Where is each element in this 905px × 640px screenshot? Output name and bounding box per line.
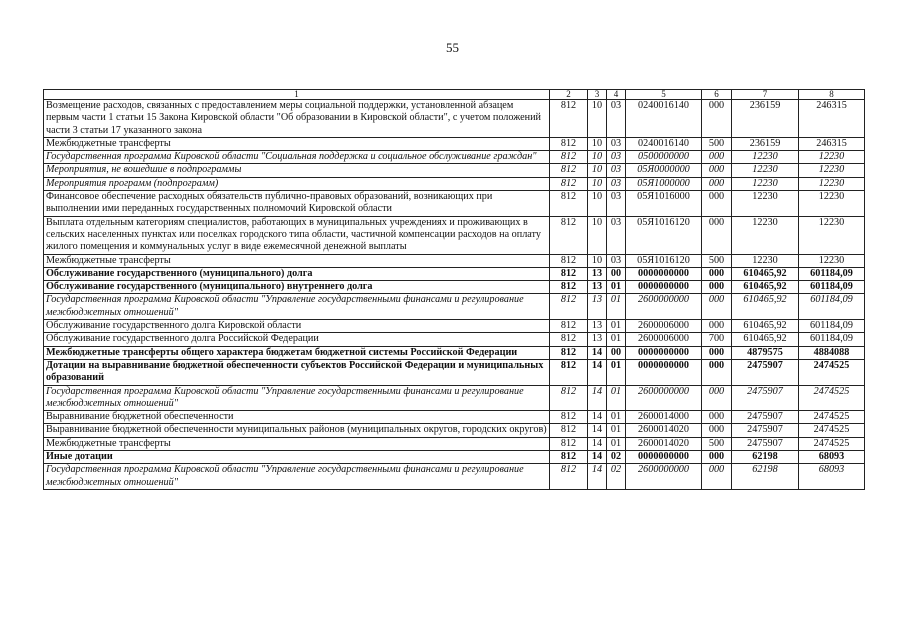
row-target-article: 2600006000 — [626, 320, 702, 333]
row-target-article: 0240016140 — [626, 100, 702, 138]
row-description: Дотации на выравнивание бюджетной обеспеченности субъектов Российской Федерации и муниципальных образований — [44, 359, 550, 385]
row-description: Мероприятия, не вошедшие в подпрограммы — [44, 164, 550, 177]
row-admin-code: 812 — [550, 320, 588, 333]
row-amount-year1: 236159 — [732, 100, 799, 138]
row-admin-code: 812 — [550, 164, 588, 177]
row-expense-type: 500 — [702, 137, 732, 150]
header-cell: 5 — [626, 90, 702, 100]
row-description: Межбюджетные трансферты общего характера бюджетам бюджетной системы Российской Федерации — [44, 346, 550, 359]
row-admin-code: 812 — [550, 177, 588, 190]
row-target-article: 2600014020 — [626, 437, 702, 450]
row-subsection: 01 — [607, 333, 626, 346]
row-amount-year1: 62198 — [732, 464, 799, 490]
row-subsection: 00 — [607, 267, 626, 280]
row-amount-year1: 12230 — [732, 177, 799, 190]
row-section: 14 — [588, 424, 607, 437]
row-expense-type: 000 — [702, 164, 732, 177]
table-row — [44, 137, 865, 150]
row-expense-type: 700 — [702, 333, 732, 346]
header-cell: 1 — [44, 90, 550, 100]
row-subsection: 02 — [607, 451, 626, 464]
row-amount-year2: 12230 — [799, 151, 865, 164]
row-target-article: 2600000000 — [626, 294, 702, 320]
row-amount-year2: 12230 — [799, 216, 865, 254]
table-row — [44, 151, 865, 164]
row-amount-year1: 2475907 — [732, 437, 799, 450]
row-section: 10 — [588, 191, 607, 217]
row-subsection: 01 — [607, 281, 626, 294]
row-amount-year2: 12230 — [799, 191, 865, 217]
row-target-article: 05Я1000000 — [626, 177, 702, 190]
header-cell: 6 — [702, 90, 732, 100]
row-description: Межбюджетные трансферты — [44, 437, 550, 450]
header-cell: 7 — [732, 90, 799, 100]
row-amount-year2: 68093 — [799, 464, 865, 490]
row-subsection: 01 — [607, 385, 626, 411]
row-amount-year2: 2474525 — [799, 411, 865, 424]
row-target-article: 2600000000 — [626, 385, 702, 411]
row-amount-year1: 12230 — [732, 164, 799, 177]
row-target-article: 2600000000 — [626, 464, 702, 490]
row-description: Межбюджетные трансферты — [44, 137, 550, 150]
row-subsection: 01 — [607, 424, 626, 437]
header-cell: 4 — [607, 90, 626, 100]
table-row — [44, 451, 865, 464]
table-row — [44, 216, 865, 254]
row-amount-year2: 601184,09 — [799, 294, 865, 320]
table-row — [44, 254, 865, 267]
row-section: 13 — [588, 320, 607, 333]
row-expense-type: 500 — [702, 437, 732, 450]
row-admin-code: 812 — [550, 437, 588, 450]
row-amount-year2: 246315 — [799, 100, 865, 138]
row-admin-code: 812 — [550, 294, 588, 320]
row-amount-year1: 12230 — [732, 151, 799, 164]
header-cell: 8 — [799, 90, 865, 100]
row-expense-type: 000 — [702, 267, 732, 280]
row-section: 10 — [588, 216, 607, 254]
row-target-article: 0500000000 — [626, 151, 702, 164]
table-body — [44, 100, 865, 490]
table-row — [44, 424, 865, 437]
row-admin-code: 812 — [550, 385, 588, 411]
row-section: 10 — [588, 177, 607, 190]
row-section: 13 — [588, 333, 607, 346]
row-subsection: 03 — [607, 216, 626, 254]
row-section: 14 — [588, 451, 607, 464]
row-target-article: 0000000000 — [626, 346, 702, 359]
row-amount-year2: 12230 — [799, 254, 865, 267]
row-target-article: 2600014020 — [626, 424, 702, 437]
row-amount-year2: 2474525 — [799, 437, 865, 450]
row-amount-year2: 601184,09 — [799, 267, 865, 280]
row-target-article: 0000000000 — [626, 359, 702, 385]
row-description: Обслуживание государственного (муниципального) внутреннего долга — [44, 281, 550, 294]
row-expense-type: 000 — [702, 281, 732, 294]
row-amount-year2: 2474525 — [799, 359, 865, 385]
table-row — [44, 346, 865, 359]
row-expense-type: 000 — [702, 424, 732, 437]
row-section: 13 — [588, 294, 607, 320]
row-target-article: 0240016140 — [626, 137, 702, 150]
row-subsection: 03 — [607, 191, 626, 217]
row-amount-year1: 4879575 — [732, 346, 799, 359]
row-target-article: 05Я1016120 — [626, 254, 702, 267]
row-amount-year2: 4884088 — [799, 346, 865, 359]
row-admin-code: 812 — [550, 100, 588, 138]
row-amount-year1: 62198 — [732, 451, 799, 464]
row-subsection: 00 — [607, 346, 626, 359]
row-subsection: 02 — [607, 464, 626, 490]
table-row — [44, 333, 865, 346]
row-amount-year1: 12230 — [732, 254, 799, 267]
row-target-article: 0000000000 — [626, 267, 702, 280]
row-admin-code: 812 — [550, 359, 588, 385]
row-subsection: 03 — [607, 137, 626, 150]
row-subsection: 01 — [607, 294, 626, 320]
row-amount-year1: 236159 — [732, 137, 799, 150]
table-row — [44, 411, 865, 424]
row-subsection: 01 — [607, 437, 626, 450]
row-description: Выравнивание бюджетной обеспеченности — [44, 411, 550, 424]
row-admin-code: 812 — [550, 411, 588, 424]
row-section: 14 — [588, 359, 607, 385]
table-row — [44, 191, 865, 217]
row-description: Выравнивание бюджетной обеспеченности муниципальных районов (муниципальных округов, городских округов) — [44, 424, 550, 437]
row-section: 14 — [588, 437, 607, 450]
row-amount-year1: 12230 — [732, 216, 799, 254]
row-expense-type: 000 — [702, 216, 732, 254]
budget-table — [43, 89, 865, 490]
row-subsection: 01 — [607, 320, 626, 333]
table-header-row — [44, 90, 865, 100]
row-target-article: 05Я1016120 — [626, 216, 702, 254]
row-amount-year2: 12230 — [799, 164, 865, 177]
row-amount-year1: 12230 — [732, 191, 799, 217]
row-admin-code: 812 — [550, 267, 588, 280]
row-amount-year2: 12230 — [799, 177, 865, 190]
row-target-article: 0000000000 — [626, 451, 702, 464]
row-subsection: 03 — [607, 254, 626, 267]
header-cell: 2 — [550, 90, 588, 100]
row-subsection: 03 — [607, 151, 626, 164]
row-target-article: 2600014000 — [626, 411, 702, 424]
row-admin-code: 812 — [550, 451, 588, 464]
row-section: 10 — [588, 164, 607, 177]
row-subsection: 03 — [607, 177, 626, 190]
row-admin-code: 812 — [550, 151, 588, 164]
row-expense-type: 000 — [702, 191, 732, 217]
row-amount-year1: 2475907 — [732, 385, 799, 411]
row-section: 14 — [588, 411, 607, 424]
table-row — [44, 177, 865, 190]
row-description: Иные дотации — [44, 451, 550, 464]
row-amount-year2: 2474525 — [799, 385, 865, 411]
row-amount-year2: 68093 — [799, 451, 865, 464]
row-description: Государственная программа Кировской области "Управление государственными финансами и регулирование межбюджетных отношений" — [44, 294, 550, 320]
row-description: Межбюджетные трансферты — [44, 254, 550, 267]
row-subsection: 03 — [607, 164, 626, 177]
row-amount-year2: 2474525 — [799, 424, 865, 437]
row-amount-year1: 610465,92 — [732, 267, 799, 280]
row-description: Государственная программа Кировской области "Управление государственными финансами и регулирование межбюджетных отношений" — [44, 385, 550, 411]
row-description: Выплата отдельным категориям специалистов, работающих в муниципальных учреждениях и проживающих в сельских населенных пунктах или поселках городского типа области, частичной компенсации расходов на оплату жилого помещения и коммунальных услуг в виде ежемесячной денежной выплаты — [44, 216, 550, 254]
row-description: Государственная программа Кировской области "Управление государственными финансами и регулирование межбюджетных отношений" — [44, 464, 550, 490]
table-row — [44, 320, 865, 333]
row-admin-code: 812 — [550, 464, 588, 490]
table-row — [44, 164, 865, 177]
row-amount-year2: 601184,09 — [799, 320, 865, 333]
row-expense-type: 500 — [702, 254, 732, 267]
row-amount-year1: 610465,92 — [732, 294, 799, 320]
row-admin-code: 812 — [550, 191, 588, 217]
row-admin-code: 812 — [550, 281, 588, 294]
row-expense-type: 000 — [702, 359, 732, 385]
row-expense-type: 000 — [702, 451, 732, 464]
row-description: Государственная программа Кировской области "Социальная поддержка и социальное обслуживание граждан" — [44, 151, 550, 164]
row-amount-year2: 601184,09 — [799, 333, 865, 346]
row-amount-year1: 2475907 — [732, 411, 799, 424]
page-number: 55 — [446, 40, 459, 55]
row-section: 13 — [588, 267, 607, 280]
row-section: 14 — [588, 385, 607, 411]
row-section: 10 — [588, 151, 607, 164]
row-description: Финансовое обеспечение расходных обязательств публично-правовых образований, возникающих при выполнении ими переданных государственных полномочий Кировской области — [44, 191, 550, 217]
row-expense-type: 000 — [702, 100, 732, 138]
table-row — [44, 385, 865, 411]
row-section: 13 — [588, 281, 607, 294]
table-row — [44, 294, 865, 320]
row-section: 10 — [588, 254, 607, 267]
row-subsection: 03 — [607, 100, 626, 138]
row-section: 14 — [588, 346, 607, 359]
row-section: 10 — [588, 100, 607, 138]
row-admin-code: 812 — [550, 137, 588, 150]
row-admin-code: 812 — [550, 346, 588, 359]
table-row — [44, 281, 865, 294]
row-amount-year1: 610465,92 — [732, 333, 799, 346]
row-section: 10 — [588, 137, 607, 150]
row-description: Мероприятия программ (подпрограмм) — [44, 177, 550, 190]
row-admin-code: 812 — [550, 254, 588, 267]
row-expense-type: 000 — [702, 320, 732, 333]
table-row — [44, 100, 865, 138]
header-cell: 3 — [588, 90, 607, 100]
row-amount-year1: 610465,92 — [732, 320, 799, 333]
row-expense-type: 000 — [702, 151, 732, 164]
row-target-article: 05Я1016000 — [626, 191, 702, 217]
table-row — [44, 267, 865, 280]
row-expense-type: 000 — [702, 464, 732, 490]
row-expense-type: 000 — [702, 177, 732, 190]
row-admin-code: 812 — [550, 216, 588, 254]
row-amount-year2: 601184,09 — [799, 281, 865, 294]
table-row — [44, 464, 865, 490]
row-admin-code: 812 — [550, 424, 588, 437]
row-target-article: 05Я0000000 — [626, 164, 702, 177]
row-section: 14 — [588, 464, 607, 490]
row-expense-type: 000 — [702, 411, 732, 424]
table-row — [44, 359, 865, 385]
row-subsection: 01 — [607, 359, 626, 385]
row-expense-type: 000 — [702, 294, 732, 320]
row-admin-code: 812 — [550, 333, 588, 346]
row-amount-year1: 610465,92 — [732, 281, 799, 294]
row-expense-type: 000 — [702, 385, 732, 411]
row-description: Обслуживание государственного долга Кировской области — [44, 320, 550, 333]
row-expense-type: 000 — [702, 346, 732, 359]
row-amount-year1: 2475907 — [732, 424, 799, 437]
row-description: Обслуживание государственного (муниципального) долга — [44, 267, 550, 280]
row-amount-year1: 2475907 — [732, 359, 799, 385]
row-description: Возмещение расходов, связанных с предоставлением меры социальной поддержки, установленной абзацем первым части 1 статьи 15 Закона Кировской области "Об образовании в Кировской области", с учетом положений части 3 статьи 17 указанного закона — [44, 100, 550, 138]
row-amount-year2: 246315 — [799, 137, 865, 150]
row-description: Обслуживание государственного долга Российской Федерации — [44, 333, 550, 346]
row-subsection: 01 — [607, 411, 626, 424]
row-target-article: 2600006000 — [626, 333, 702, 346]
table-row — [44, 437, 865, 450]
row-target-article: 0000000000 — [626, 281, 702, 294]
